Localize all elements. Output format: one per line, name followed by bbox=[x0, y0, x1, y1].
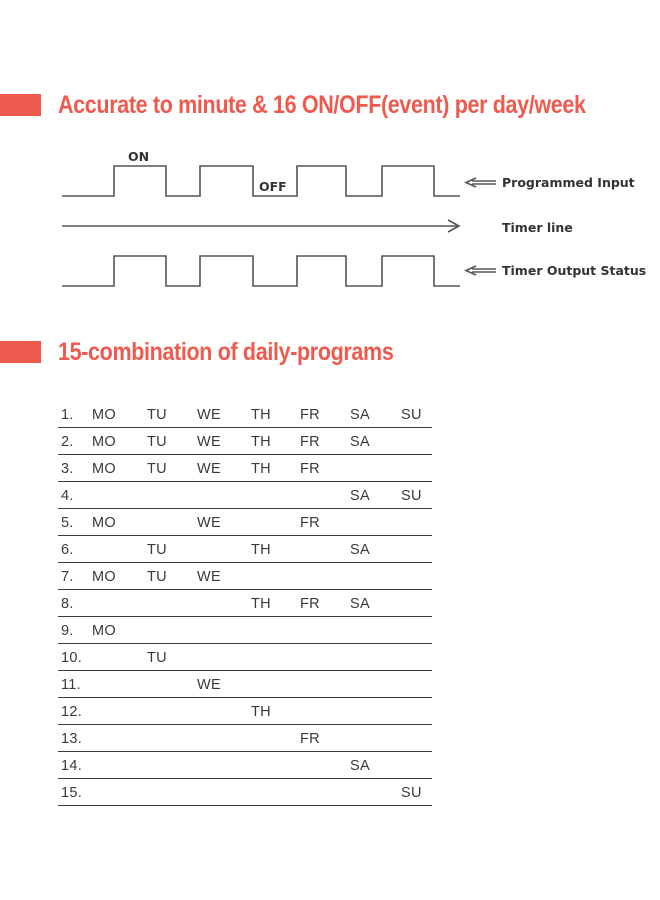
table-row bbox=[58, 698, 432, 725]
day-cell: WE bbox=[197, 461, 221, 477]
program-number: 10. bbox=[61, 650, 83, 666]
table-row bbox=[58, 725, 432, 752]
table-row bbox=[58, 428, 432, 455]
arrow-icon bbox=[466, 178, 496, 187]
day-cell: FR bbox=[300, 407, 320, 423]
day-cell: WE bbox=[197, 434, 221, 450]
timer-output-label: Timer Output Status bbox=[502, 263, 647, 278]
off-label: OFF bbox=[259, 179, 287, 194]
day-cell: SA bbox=[350, 596, 370, 612]
day-cell: TH bbox=[251, 704, 271, 720]
day-cell: TH bbox=[251, 461, 271, 477]
program-number: 2. bbox=[61, 434, 74, 450]
day-cell: WE bbox=[197, 677, 221, 693]
day-cell: SA bbox=[350, 758, 370, 774]
program-number: 5. bbox=[61, 515, 74, 531]
day-cell: TH bbox=[251, 596, 271, 612]
program-number: 7. bbox=[61, 569, 74, 585]
day-cell: TH bbox=[251, 542, 271, 558]
program-table bbox=[58, 401, 432, 806]
day-cell: WE bbox=[197, 515, 221, 531]
day-cell: MO bbox=[92, 434, 116, 450]
on-label: ON bbox=[128, 149, 150, 164]
section-accent-bar bbox=[0, 94, 41, 116]
section-title-programs: 15-combination of daily-programs bbox=[58, 338, 394, 366]
day-cell: MO bbox=[92, 569, 116, 585]
day-cell: MO bbox=[92, 515, 116, 531]
day-cell: FR bbox=[300, 731, 320, 747]
programmed-input-label: Programmed Input bbox=[502, 175, 635, 190]
table-row bbox=[58, 617, 432, 644]
day-cell: TU bbox=[147, 569, 167, 585]
table-row bbox=[58, 563, 432, 590]
day-cell: TH bbox=[251, 407, 271, 423]
day-cell: SU bbox=[401, 488, 422, 504]
day-cell: SA bbox=[350, 542, 370, 558]
table-row bbox=[58, 401, 432, 428]
day-cell: MO bbox=[92, 461, 116, 477]
program-number: 14. bbox=[61, 758, 83, 774]
timer-line-label: Timer line bbox=[502, 220, 573, 235]
day-cell: SU bbox=[401, 785, 422, 801]
day-cell: MO bbox=[92, 407, 116, 423]
day-cell: WE bbox=[197, 569, 221, 585]
day-cell: SA bbox=[350, 407, 370, 423]
table-row bbox=[58, 779, 432, 806]
day-cell: TU bbox=[147, 650, 167, 666]
table-row bbox=[58, 536, 432, 563]
program-number: 11. bbox=[61, 677, 81, 693]
program-number: 3. bbox=[61, 461, 74, 477]
day-cell: TU bbox=[147, 434, 167, 450]
day-cell: SU bbox=[401, 407, 422, 423]
program-number: 9. bbox=[61, 623, 74, 639]
program-number: 12. bbox=[61, 704, 83, 720]
program-number: 4. bbox=[61, 488, 74, 504]
program-number: 15. bbox=[61, 785, 83, 801]
day-cell: SA bbox=[350, 434, 370, 450]
table-row bbox=[58, 671, 432, 698]
day-cell: FR bbox=[300, 461, 320, 477]
day-cell: TU bbox=[147, 407, 167, 423]
table-row bbox=[58, 455, 432, 482]
day-cell: FR bbox=[300, 434, 320, 450]
table-row bbox=[58, 482, 432, 509]
table-row bbox=[58, 644, 432, 671]
day-cell: WE bbox=[197, 407, 221, 423]
day-cell: MO bbox=[92, 623, 116, 639]
timer-output-waveform bbox=[62, 256, 460, 286]
section-accent-bar bbox=[0, 341, 41, 363]
day-cell: FR bbox=[300, 596, 320, 612]
timing-diagram bbox=[0, 140, 660, 300]
day-cell: TU bbox=[147, 461, 167, 477]
day-cell: SA bbox=[350, 488, 370, 504]
day-cell: TU bbox=[147, 542, 167, 558]
day-cell: FR bbox=[300, 515, 320, 531]
table-row bbox=[58, 752, 432, 779]
program-number: 8. bbox=[61, 596, 74, 612]
program-number: 6. bbox=[61, 542, 74, 558]
table-row bbox=[58, 509, 432, 536]
program-number: 13. bbox=[61, 731, 83, 747]
day-cell: TH bbox=[251, 434, 271, 450]
table-row bbox=[58, 590, 432, 617]
program-number: 1. bbox=[61, 407, 74, 423]
section-title-accuracy: Accurate to minute & 16 ON/OFF(event) per day/week bbox=[58, 91, 586, 119]
arrow-icon bbox=[466, 266, 496, 275]
